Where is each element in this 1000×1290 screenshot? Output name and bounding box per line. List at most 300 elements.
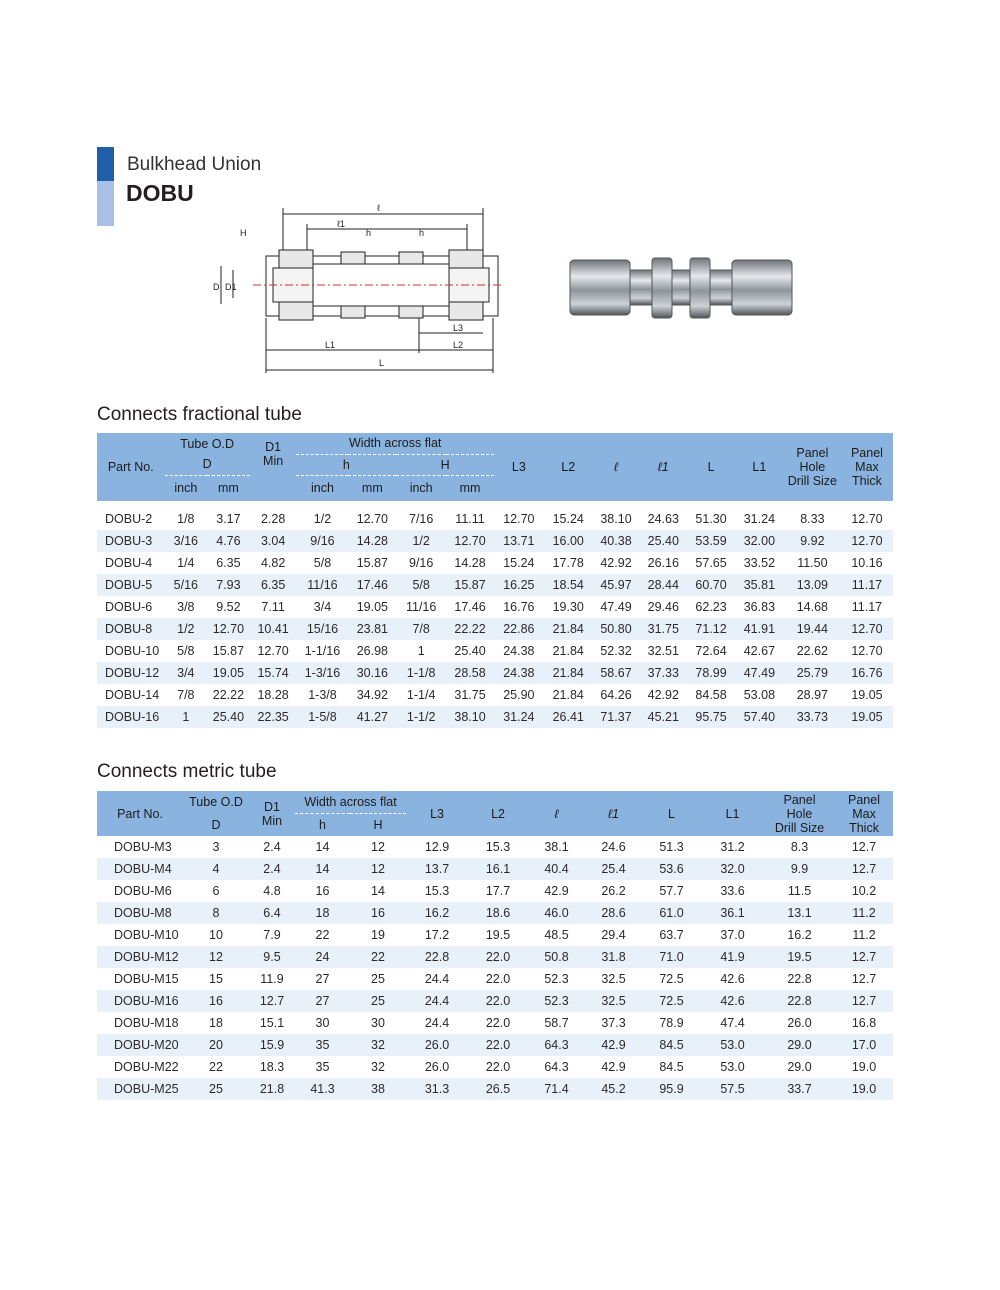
table-cell: 16.25: [494, 574, 544, 596]
table-cell: 14: [315, 840, 330, 854]
table-row: [97, 946, 893, 968]
table-cell: 14: [295, 858, 350, 880]
header-h-inch: inch: [296, 475, 348, 501]
fractional-table: [97, 433, 893, 728]
table-cell: 61.0: [642, 902, 701, 924]
part-number-cell: DOBU-M25: [97, 1078, 183, 1100]
table-cell: 7/8: [177, 688, 195, 702]
table-cell: 26.0: [406, 1034, 468, 1056]
table-cell: 64.26: [600, 688, 632, 702]
table-cell: 84.5: [659, 1060, 684, 1074]
header-l2: L2: [544, 433, 593, 501]
dim-D-label: D: [213, 282, 220, 292]
header-d1: [250, 433, 297, 475]
table-cell: 15.24: [503, 556, 535, 570]
table-cell: 13.1: [764, 902, 835, 924]
product-model: DOBU: [126, 180, 194, 206]
table-cell: 40.38: [593, 530, 640, 552]
dim-l-label: ℓ: [377, 203, 380, 213]
table-cell: 53.08: [743, 688, 776, 702]
table-row: [97, 902, 893, 924]
part-number-cell: DOBU-M6: [114, 884, 172, 898]
table-cell: 20: [183, 1034, 249, 1056]
table-cell: 29.4: [601, 928, 626, 942]
table-cell: 7.93: [207, 574, 250, 596]
table-cell: 22.35: [250, 706, 297, 728]
technical-drawing: [213, 198, 513, 378]
table-row: [97, 836, 893, 858]
table-cell: 12: [350, 858, 406, 880]
table-cell: 11.11: [455, 512, 485, 526]
table-cell: 14.28: [348, 530, 396, 552]
table-cell: 8.3: [790, 840, 809, 854]
table-cell: 95.75: [687, 706, 735, 728]
table-cell: 30: [371, 1016, 385, 1030]
table-cell: 2.4: [263, 840, 281, 854]
table-row: [97, 662, 893, 684]
table-cell: 9.92: [784, 530, 841, 552]
part-number-cell: DOBU-5: [97, 574, 165, 596]
table-cell: 1: [165, 706, 208, 728]
table-row: [97, 1078, 893, 1100]
table-cell: 18: [295, 902, 350, 924]
table-cell: 2.28: [260, 512, 286, 526]
header-min-label: Min: [261, 813, 283, 828]
table-cell: 10: [209, 928, 223, 942]
dim-H-label: H: [240, 228, 247, 238]
header-mm: mm: [207, 475, 250, 501]
table-cell: 17.7: [485, 884, 511, 898]
table-cell: 57.7: [659, 884, 684, 898]
table-cell: 5/8: [396, 574, 446, 596]
table-cell: 24: [295, 946, 350, 968]
table-cell: 11.5: [787, 884, 812, 898]
table-row: [97, 1034, 893, 1056]
table-cell: 29.46: [647, 600, 679, 614]
product-photo: [565, 240, 800, 335]
table-cell: 3/4: [165, 662, 208, 684]
table-cell: 31.24: [494, 706, 544, 728]
table-cell: 7.11: [261, 600, 285, 614]
table-cell: 12.70: [841, 618, 893, 640]
table-cell: 1/2: [165, 618, 208, 640]
table-cell: 22.22: [212, 688, 245, 702]
table-cell: 5/8: [313, 556, 332, 570]
table-cell: 33.6: [720, 884, 745, 898]
header-panel-hole: [784, 433, 841, 501]
table-cell: 32: [350, 1034, 406, 1056]
table-cell: 16.1: [468, 858, 528, 880]
table-cell: 19.05: [851, 688, 883, 702]
table-cell: 25.4: [585, 858, 642, 880]
table-cell: 12.7: [249, 990, 295, 1012]
table-cell: 34.92: [356, 688, 388, 702]
header-panel-label: Panel: [783, 792, 816, 807]
header-d1: [249, 791, 295, 836]
table-cell: 84.5: [642, 1034, 701, 1056]
table-cell: 15.87: [212, 644, 245, 658]
header-panel-label: Panel: [848, 792, 880, 807]
table-cell: 6.35: [250, 574, 297, 596]
table-cell: 95.9: [642, 1078, 701, 1100]
table-cell: 57.40: [735, 706, 784, 728]
table-cell: 11.17: [851, 600, 883, 614]
header-L1: L1: [735, 433, 784, 501]
part-number-cell: DOBU-M16: [97, 990, 183, 1012]
header-width-across-flat: Width across flat: [296, 433, 493, 454]
table-cell: 84.58: [695, 688, 727, 702]
table-cell: 26.5: [468, 1078, 528, 1100]
table-cell: 31.24: [743, 512, 776, 526]
table-cell: 25: [183, 1078, 249, 1100]
table-cell: 13.09: [784, 574, 841, 596]
table-cell: 45.2: [585, 1078, 642, 1100]
table-cell: 25.40: [639, 530, 687, 552]
table-cell: 71.4: [528, 1078, 585, 1100]
header-d1-blank: [250, 475, 297, 501]
part-number-cell: DOBU-M15: [114, 972, 179, 986]
header-d: D: [183, 813, 249, 836]
table-cell: 42.6: [701, 990, 764, 1012]
header-panel-max: [841, 433, 893, 501]
table-cell: 12.7: [835, 858, 893, 880]
fractional-table-body: [97, 501, 893, 728]
header-l3: L3: [494, 433, 544, 501]
dim-l1-label: ℓ1: [337, 219, 345, 229]
part-number-cell: DOBU-M18: [114, 1016, 179, 1030]
table-cell: 19.30: [552, 600, 584, 614]
table-cell: 51.3: [659, 840, 684, 854]
table-cell: 24.4: [424, 972, 450, 986]
part-number-cell: DOBU-M10: [114, 928, 179, 942]
part-number-cell: DOBU-M4: [97, 858, 183, 880]
table-cell: 28.6: [585, 902, 642, 924]
table-cell: 42.6: [720, 972, 745, 986]
header-H-mm: mm: [446, 475, 494, 501]
table-cell: 19.5: [764, 946, 835, 968]
table-cell: 4.8: [263, 884, 281, 898]
table-cell: 1-1/8: [396, 662, 446, 684]
table-cell: 22.0: [468, 1034, 528, 1056]
table-cell: 12.7: [851, 840, 877, 854]
header-thick-label: Thick: [849, 820, 879, 835]
header-l-script: ℓ: [528, 791, 585, 836]
table-cell: 11/16: [405, 600, 437, 614]
dim-L1-label: L1: [325, 340, 336, 350]
table-cell: 12.70: [207, 618, 250, 640]
header-panel-label: Panel: [850, 446, 883, 460]
header-panel-max: [835, 791, 893, 836]
table-cell: 48.5: [544, 928, 569, 942]
table-cell: 28.97: [796, 688, 828, 702]
part-number-cell: DOBU-M3: [114, 840, 172, 854]
header-l3: L3: [406, 791, 468, 836]
table-cell: 28.58: [446, 662, 494, 684]
table-cell: 16.2: [787, 928, 812, 942]
table-row: [97, 1012, 893, 1034]
table-cell: 72.5: [642, 990, 701, 1012]
header-h: h: [296, 454, 396, 475]
table-cell: 33.73: [784, 706, 841, 728]
table-row: [97, 552, 893, 574]
table-cell: 9.5: [249, 946, 295, 968]
header-width-across-flat: Width across flat: [295, 791, 406, 813]
table-row: [97, 508, 893, 530]
table-cell: 24.4: [406, 990, 468, 1012]
table-cell: 78.9: [659, 1016, 684, 1030]
table-cell: 50.8: [528, 946, 585, 968]
table-cell: 18.28: [257, 688, 289, 702]
table-row: [97, 968, 893, 990]
table-cell: 42.92: [600, 556, 632, 570]
table-cell: 31.3: [406, 1078, 468, 1100]
table-cell: 15: [209, 972, 223, 986]
header-L: L: [687, 433, 735, 501]
header-h: h: [295, 813, 350, 836]
table-cell: 28.44: [639, 574, 687, 596]
table-cell: 41.3: [295, 1078, 350, 1100]
table-cell: 30: [315, 1016, 330, 1030]
table-cell: 9/16: [409, 556, 434, 570]
product-subtitle: Bulkhead Union: [127, 154, 262, 175]
table-cell: 22.0: [485, 1060, 511, 1074]
table-cell: 22.86: [494, 618, 544, 640]
table-cell: 1-1/16: [304, 644, 341, 658]
table-cell: 4.76: [207, 530, 250, 552]
table-cell: 15.87: [446, 574, 494, 596]
table-cell: 16.76: [503, 600, 535, 614]
table-cell: 37.0: [720, 928, 745, 942]
table-cell: 35: [315, 1060, 330, 1074]
table-cell: 24.63: [647, 512, 679, 526]
table-cell: 12: [371, 840, 385, 854]
table-row: [97, 990, 893, 1012]
table-cell: 5/16: [165, 574, 208, 596]
table-cell: 60.70: [687, 574, 735, 596]
dim-h-label-1: h: [366, 228, 372, 238]
table-cell: 12.70: [503, 512, 535, 526]
table-row: [97, 596, 893, 618]
table-cell: 9.9: [764, 858, 835, 880]
table-cell: 26.2: [601, 884, 626, 898]
table-cell: 24.4: [424, 1016, 450, 1030]
table-cell: 32.0: [701, 858, 764, 880]
table-cell: 7/16: [409, 512, 434, 526]
table-cell: 9.52: [216, 600, 241, 614]
header-d1-label: D1: [264, 799, 280, 814]
table-cell: 32.5: [585, 990, 642, 1012]
table-cell: 10.41: [250, 618, 297, 640]
table-cell: 19.44: [784, 618, 841, 640]
table-cell: 22.62: [796, 644, 828, 658]
table-cell: 32.51: [647, 644, 679, 658]
header-tube-od: Tube O.D: [183, 791, 249, 813]
table-cell: 21.8: [249, 1078, 295, 1100]
table-cell: 1-1/4: [406, 688, 436, 702]
table-cell: 46.0: [528, 902, 585, 924]
table-cell: 12.70: [257, 644, 289, 658]
header-drill-label: Drill Size: [787, 474, 838, 488]
table-cell: 58.7: [544, 1016, 569, 1030]
table-cell: 15.1: [259, 1016, 285, 1030]
table-cell: 3.17: [216, 512, 241, 526]
table-cell: 12.70: [841, 530, 893, 552]
header-l-script: ℓ: [593, 433, 640, 501]
table-cell: 15.74: [250, 662, 297, 684]
table-cell: 22.0: [485, 1016, 511, 1030]
table-cell: 7.9: [263, 928, 281, 942]
table-cell: 25.40: [207, 706, 250, 728]
table-cell: 32.00: [735, 530, 784, 552]
table-cell: 3/4: [313, 600, 332, 614]
part-number-cell: DOBU-2: [105, 512, 153, 526]
header-L: L: [642, 791, 701, 836]
header-tube-od: Tube O.D: [165, 433, 250, 454]
part-number-cell: DOBU-8: [97, 618, 165, 640]
table-cell: 8.33: [800, 512, 825, 526]
table-cell: 41.91: [735, 618, 784, 640]
table-cell: 64.3: [544, 1060, 569, 1074]
table-cell: 21.84: [544, 662, 593, 684]
table-cell: 22.22: [446, 618, 494, 640]
table-cell: 25.40: [454, 644, 486, 658]
table-cell: 38.1: [544, 840, 569, 854]
table-cell: 22.0: [485, 972, 511, 986]
table-cell: 36.83: [743, 600, 776, 614]
header-l1-script: ℓ1: [585, 791, 642, 836]
table-cell: 15.87: [356, 556, 388, 570]
table-cell: 25: [350, 990, 406, 1012]
table-cell: 37.3: [601, 1016, 626, 1030]
table-cell: 32: [371, 1060, 385, 1074]
table-cell: 23.81: [348, 618, 396, 640]
table-cell: 12.7: [835, 946, 893, 968]
table-cell: 12.7: [835, 990, 893, 1012]
table-cell: 1/2: [396, 530, 446, 552]
part-number-cell: DOBU-10: [105, 644, 160, 658]
table-cell: 6: [212, 884, 220, 898]
section-title-metric: Connects metric tube: [97, 761, 277, 782]
table-cell: 12.70: [446, 530, 494, 552]
table-cell: 26.16: [647, 556, 679, 570]
header-inch: inch: [165, 475, 208, 501]
table-cell: 25.90: [503, 688, 535, 702]
table-cell: 12.70: [851, 644, 883, 658]
dim-L2-label: L2: [453, 340, 464, 350]
table-cell: 8: [183, 902, 249, 924]
table-cell: 27: [315, 972, 330, 986]
table-cell: 19.0: [835, 1078, 893, 1100]
table-cell: 15.3: [424, 884, 450, 898]
dim-D1-label: D1: [225, 282, 237, 292]
table-cell: 1-3/8: [308, 688, 337, 702]
metric-table-body: [97, 836, 893, 1100]
table-cell: 21.84: [552, 688, 584, 702]
table-cell: 32.5: [601, 972, 626, 986]
table-cell: 16: [183, 990, 249, 1012]
table-cell: 11.9: [260, 972, 284, 986]
table-cell: 22.8: [764, 990, 835, 1012]
table-cell: 21.84: [552, 644, 584, 658]
table-cell: 22.8: [406, 946, 468, 968]
title-bar-light: [97, 181, 114, 226]
table-cell: 57.65: [695, 556, 727, 570]
table-cell: 12: [183, 946, 249, 968]
table-cell: 30.16: [348, 662, 396, 684]
table-cell: 22.0: [468, 946, 528, 968]
header-hole-label: Hole: [786, 806, 813, 821]
section-title-fractional: Connects fractional tube: [97, 404, 302, 425]
table-row: [97, 530, 893, 552]
table-cell: 71.37: [593, 706, 640, 728]
table-cell: 22: [315, 928, 330, 942]
table-cell: 22: [350, 946, 406, 968]
table-cell: 42.92: [647, 688, 679, 702]
header-l2: L2: [468, 791, 528, 836]
table-cell: 35: [295, 1034, 350, 1056]
table-cell: 25.79: [784, 662, 841, 684]
table-cell: 12.7: [851, 972, 877, 986]
table-cell: 19: [371, 928, 385, 942]
header-hole-label: Hole: [799, 460, 826, 474]
table-cell: 27: [295, 990, 350, 1012]
table-cell: 64.3: [528, 1034, 585, 1056]
header-max-label: Max: [855, 460, 879, 474]
table-row: [97, 880, 893, 902]
table-cell: 17.46: [454, 600, 486, 614]
table-cell: 26.41: [544, 706, 593, 728]
header-thick-label: Thick: [852, 474, 882, 488]
table-cell: 13.71: [494, 530, 544, 552]
table-cell: 29.0: [764, 1034, 835, 1056]
table-cell: 10.2: [851, 884, 877, 898]
metric-table: [97, 791, 893, 1100]
header-H: H: [396, 454, 494, 475]
table-cell: 14.28: [454, 556, 486, 570]
table-cell: 52.3: [528, 990, 585, 1012]
table-cell: 50.80: [593, 618, 640, 640]
table-row: [97, 924, 893, 946]
table-cell: 19.05: [841, 706, 893, 728]
table-cell: 11.50: [797, 556, 828, 570]
table-cell: 11.17: [841, 574, 893, 596]
table-cell: 24.38: [503, 644, 535, 658]
header-H-inch: inch: [396, 475, 446, 501]
table-cell: 24.6: [601, 840, 626, 854]
table-cell: 19.05: [356, 600, 388, 614]
table-cell: 36.1: [701, 902, 764, 924]
header-L1: L1: [701, 791, 764, 836]
table-cell: 1: [417, 644, 425, 658]
table-cell: 45.97: [593, 574, 640, 596]
title-bar-dark: [97, 147, 114, 181]
table-cell: 21.84: [544, 618, 593, 640]
table-cell: 42.9: [544, 884, 569, 898]
table-cell: 17.0: [835, 1034, 893, 1056]
table-cell: 22.0: [468, 990, 528, 1012]
table-cell: 2.4: [249, 858, 295, 880]
table-cell: 1-5/8: [296, 706, 348, 728]
table-row: [97, 618, 893, 640]
table-cell: 22.8: [787, 972, 812, 986]
table-cell: 11.2: [852, 928, 876, 942]
table-cell: 24.38: [494, 662, 544, 684]
table-cell: 12.70: [356, 512, 388, 526]
table-row: [97, 858, 893, 880]
table-cell: 29.0: [787, 1060, 812, 1074]
table-cell: 53.59: [687, 530, 735, 552]
table-row: [97, 1056, 893, 1078]
